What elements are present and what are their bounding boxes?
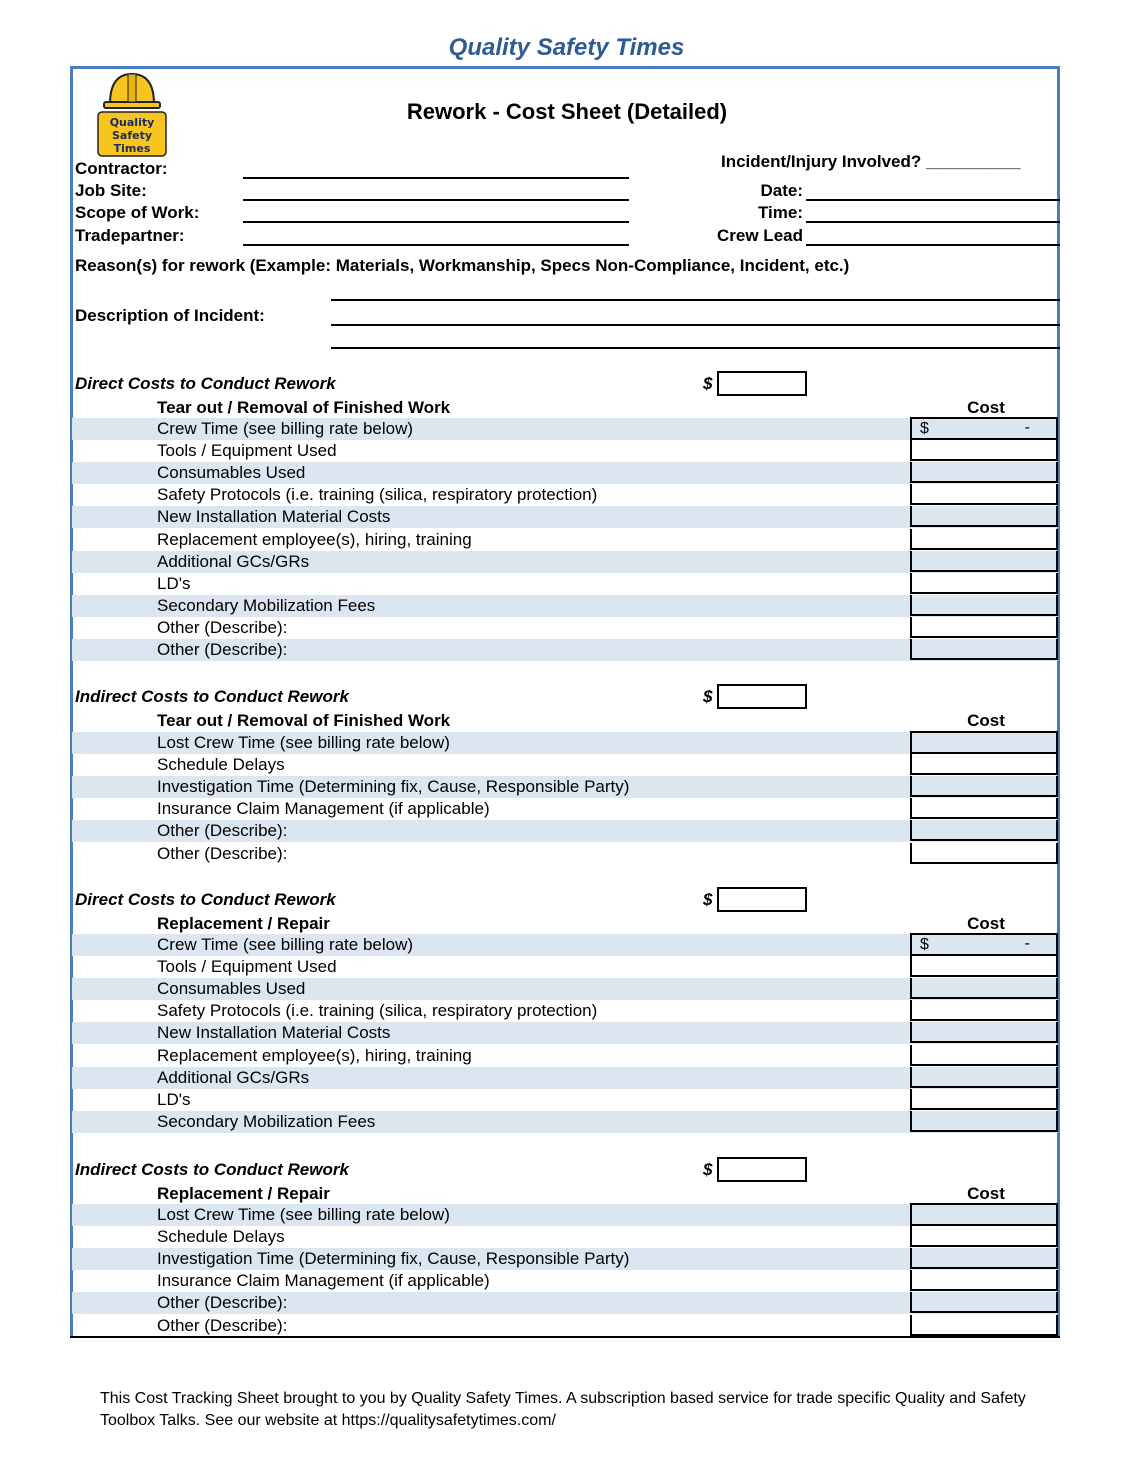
cost-line-item — [72, 551, 1058, 573]
cost-line-item — [72, 934, 1058, 956]
cost-item-label: Insurance Claim Management (if applicable) — [157, 799, 490, 819]
cost-line-item — [72, 440, 1058, 462]
cost-item-label: Other (Describe): — [157, 1293, 288, 1313]
cost-line-item — [72, 1022, 1058, 1044]
section-total-dollar-sign: $ — [703, 890, 713, 909]
section-subheading: Replacement / Repair — [157, 914, 330, 933]
cost-input-cell[interactable] — [910, 617, 1058, 638]
cost-input-cell[interactable] — [910, 1248, 1058, 1269]
logo-text-3: Times — [113, 142, 151, 155]
cost-item-label: Tools / Equipment Used — [157, 441, 337, 461]
cost-currency-symbol: $ — [920, 420, 929, 437]
cost-line-item — [72, 418, 1058, 440]
section-subheading: Tear out / Removal of Finished Work — [157, 398, 451, 417]
cost-input-cell[interactable] — [910, 1292, 1058, 1313]
cost-item-label: Crew Time (see billing rate below) — [157, 419, 414, 438]
crew-lead-label: Crew Lead — [717, 226, 803, 245]
cost-item-label: Other (Describe): — [157, 821, 288, 841]
cost-item-label: Replacement employee(s), hiring, training — [157, 1045, 472, 1065]
cost-value: - — [1024, 935, 1030, 952]
section-subheading: Replacement / Repair — [157, 1184, 330, 1203]
description-line-1[interactable] — [331, 299, 1060, 301]
cost-input-cell[interactable] — [910, 1203, 1058, 1226]
cost-line-item — [72, 1226, 1058, 1248]
cost-item-label: Lost Crew Time (see billing rate below) — [157, 733, 450, 752]
cost-line-item — [72, 462, 1058, 484]
brand-title: Quality Safety Times — [448, 34, 685, 61]
cost-item-label: Crew Time (see billing rate below) — [157, 935, 414, 954]
cost-line-item — [72, 776, 1058, 798]
cost-line-item — [72, 732, 1058, 754]
cost-column-header: Cost — [967, 1184, 1005, 1203]
cost-column-header: Cost — [967, 398, 1005, 417]
cost-line-item — [72, 956, 1058, 978]
cost-input-cell[interactable] — [910, 595, 1058, 616]
cost-column-header: Cost — [967, 711, 1005, 730]
cost-input-cell[interactable] — [910, 484, 1058, 505]
cost-input-cell[interactable] — [910, 820, 1058, 841]
cost-item-label: Tools / Equipment Used — [157, 957, 337, 977]
cost-line-item — [72, 1270, 1058, 1292]
scope-of-work-label: Scope of Work: — [75, 203, 200, 222]
cost-input-cell[interactable] — [910, 573, 1058, 594]
section-total-field[interactable] — [717, 684, 807, 709]
cost-item-label: Other (Describe): — [157, 617, 288, 637]
job-site-label: Job Site: — [75, 181, 147, 200]
cost-item-label: Replacement employee(s), hiring, training — [157, 529, 472, 549]
cost-line-item — [72, 617, 1058, 639]
cost-item-label: Secondary Mobilization Fees — [157, 595, 376, 615]
cost-input-cell[interactable] — [910, 731, 1058, 754]
form-title: Rework - Cost Sheet (Detailed) — [406, 99, 728, 124]
cost-item-label: LD's — [157, 573, 191, 593]
section-title: Indirect Costs to Conduct Rework — [75, 687, 349, 706]
cost-item-label: Other (Describe): — [157, 1315, 288, 1335]
cost-input-cell[interactable] — [910, 417, 1058, 440]
job-site-field[interactable] — [243, 199, 629, 201]
cost-line-item — [72, 1204, 1058, 1226]
cost-line-item — [72, 573, 1058, 595]
cost-item-label: Other (Describe): — [157, 640, 288, 659]
section-total-dollar-sign: $ — [703, 1160, 713, 1179]
cost-input-cell[interactable] — [910, 798, 1058, 819]
cost-item-label: LD's — [157, 1089, 191, 1109]
cost-item-label: Safety Protocols (i.e. training (silica, respiratory protection) — [157, 485, 598, 505]
cost-input-cell[interactable] — [910, 1226, 1058, 1247]
cost-line-item — [72, 484, 1058, 506]
cost-item-label: Other (Describe): — [157, 843, 288, 863]
cost-input-cell[interactable] — [910, 843, 1058, 864]
section-total-field[interactable] — [717, 371, 807, 396]
cost-line-item — [72, 1111, 1058, 1133]
cost-line-item — [72, 798, 1058, 820]
cost-input-cell[interactable] — [910, 1067, 1058, 1088]
cost-line-item — [72, 1067, 1058, 1089]
tradepartner-label: Tradepartner: — [75, 226, 185, 245]
cost-input-cell[interactable] — [910, 462, 1058, 483]
cost-input-cell[interactable] — [910, 1045, 1058, 1066]
cost-item-label: Additional GCs/GRs — [157, 1067, 310, 1087]
cost-input-cell[interactable] — [910, 1111, 1058, 1132]
scope-of-work-field[interactable] — [243, 221, 629, 223]
section-title: Direct Costs to Conduct Rework — [75, 374, 336, 393]
cost-input-cell[interactable] — [910, 506, 1058, 527]
cost-item-label: Schedule Delays — [157, 755, 285, 775]
description-line-2[interactable] — [331, 324, 1060, 326]
cost-line-item — [72, 843, 1058, 865]
time-field[interactable] — [806, 221, 1060, 223]
contractor-label: Contractor: — [75, 159, 168, 178]
cost-line-item — [72, 820, 1058, 842]
logo-text-1: Quality — [109, 116, 155, 129]
cost-input-cell[interactable] — [910, 1315, 1058, 1336]
quality-safety-times-logo — [92, 70, 172, 158]
description-label: Description of Incident: — [75, 306, 265, 325]
cost-line-item — [72, 506, 1058, 528]
cost-item-label: Schedule Delays — [157, 1227, 285, 1247]
cost-item-label: Additional GCs/GRs — [157, 551, 310, 571]
cost-line-item — [72, 595, 1058, 617]
cost-value: - — [1024, 419, 1030, 436]
cost-input-cell[interactable] — [910, 933, 1058, 956]
contractor-field[interactable] — [243, 177, 629, 179]
cost-input-cell[interactable] — [910, 1270, 1058, 1291]
cost-line-item — [72, 1315, 1058, 1337]
section-total-dollar-sign: $ — [703, 374, 713, 393]
reasons-label: Reason(s) for rework (Example: Materials, Workmanship, Specs Non-Compliance, Incident, etc.) — [75, 256, 850, 275]
cost-item-label: Consumables Used — [157, 463, 306, 483]
section-title: Indirect Costs to Conduct Rework — [75, 1160, 349, 1179]
section-title: Direct Costs to Conduct Rework — [75, 890, 336, 909]
cost-input-cell[interactable] — [910, 1000, 1058, 1021]
description-line-3[interactable] — [331, 347, 1060, 349]
cost-item-label: Insurance Claim Management (if applicable) — [157, 1271, 490, 1291]
cost-input-cell[interactable] — [910, 978, 1058, 999]
cost-item-label: Investigation Time (Determining fix, Cause, Responsible Party) — [157, 777, 630, 797]
section-subheading: Tear out / Removal of Finished Work — [157, 711, 451, 730]
section-total-dollar-sign: $ — [703, 687, 713, 706]
cost-input-cell[interactable] — [910, 639, 1058, 660]
cost-line-item — [72, 1292, 1058, 1314]
cost-line-item — [72, 1000, 1058, 1022]
section-total-field[interactable] — [717, 1157, 807, 1182]
cost-input-cell[interactable] — [910, 1089, 1058, 1110]
cost-item-label: Consumables Used — [157, 979, 306, 999]
cost-item-label: Secondary Mobilization Fees — [157, 1111, 376, 1131]
incident-injury-label: Incident/Injury Involved? __________ — [721, 152, 1021, 171]
date-label: Date: — [760, 181, 803, 200]
cost-column-header: Cost — [967, 914, 1005, 933]
cost-input-cell[interactable] — [910, 754, 1058, 775]
cost-item-label: New Installation Material Costs — [157, 507, 391, 527]
cost-input-cell[interactable] — [910, 776, 1058, 797]
cost-line-item — [72, 978, 1058, 1000]
cost-line-item — [72, 754, 1058, 776]
time-label: Time: — [757, 203, 803, 222]
cost-line-item — [72, 529, 1058, 551]
section-total-field[interactable] — [717, 887, 807, 912]
cost-line-item — [72, 1089, 1058, 1111]
cost-input-cell[interactable] — [910, 956, 1058, 977]
tradepartner-field[interactable] — [243, 244, 629, 246]
cost-item-label: Lost Crew Time (see billing rate below) — [157, 1205, 450, 1224]
cost-input-cell[interactable] — [910, 1022, 1058, 1043]
cost-currency-symbol: $ — [920, 936, 929, 953]
footer-note: This Cost Tracking Sheet brought to you by Quality Safety Times. A subscription based service for trade specific Quality and Safety Toolbox Talks. See our website at https://qualitysafetytimes.com/ — [100, 1390, 1026, 1429]
cost-line-item — [72, 639, 1058, 661]
cost-input-cell[interactable] — [910, 529, 1058, 550]
cost-input-cell[interactable] — [910, 440, 1058, 461]
logo-text-2: Safety — [111, 129, 153, 142]
cost-input-cell[interactable] — [910, 551, 1058, 572]
date-field[interactable] — [806, 199, 1060, 201]
crew-lead-field[interactable] — [806, 244, 1060, 246]
cost-item-label: Investigation Time (Determining fix, Cause, Responsible Party) — [157, 1249, 630, 1269]
cost-line-item — [72, 1045, 1058, 1067]
cost-item-label: New Installation Material Costs — [157, 1023, 391, 1043]
cost-line-item — [72, 1248, 1058, 1270]
cost-item-label: Safety Protocols (i.e. training (silica, respiratory protection) — [157, 1001, 598, 1021]
